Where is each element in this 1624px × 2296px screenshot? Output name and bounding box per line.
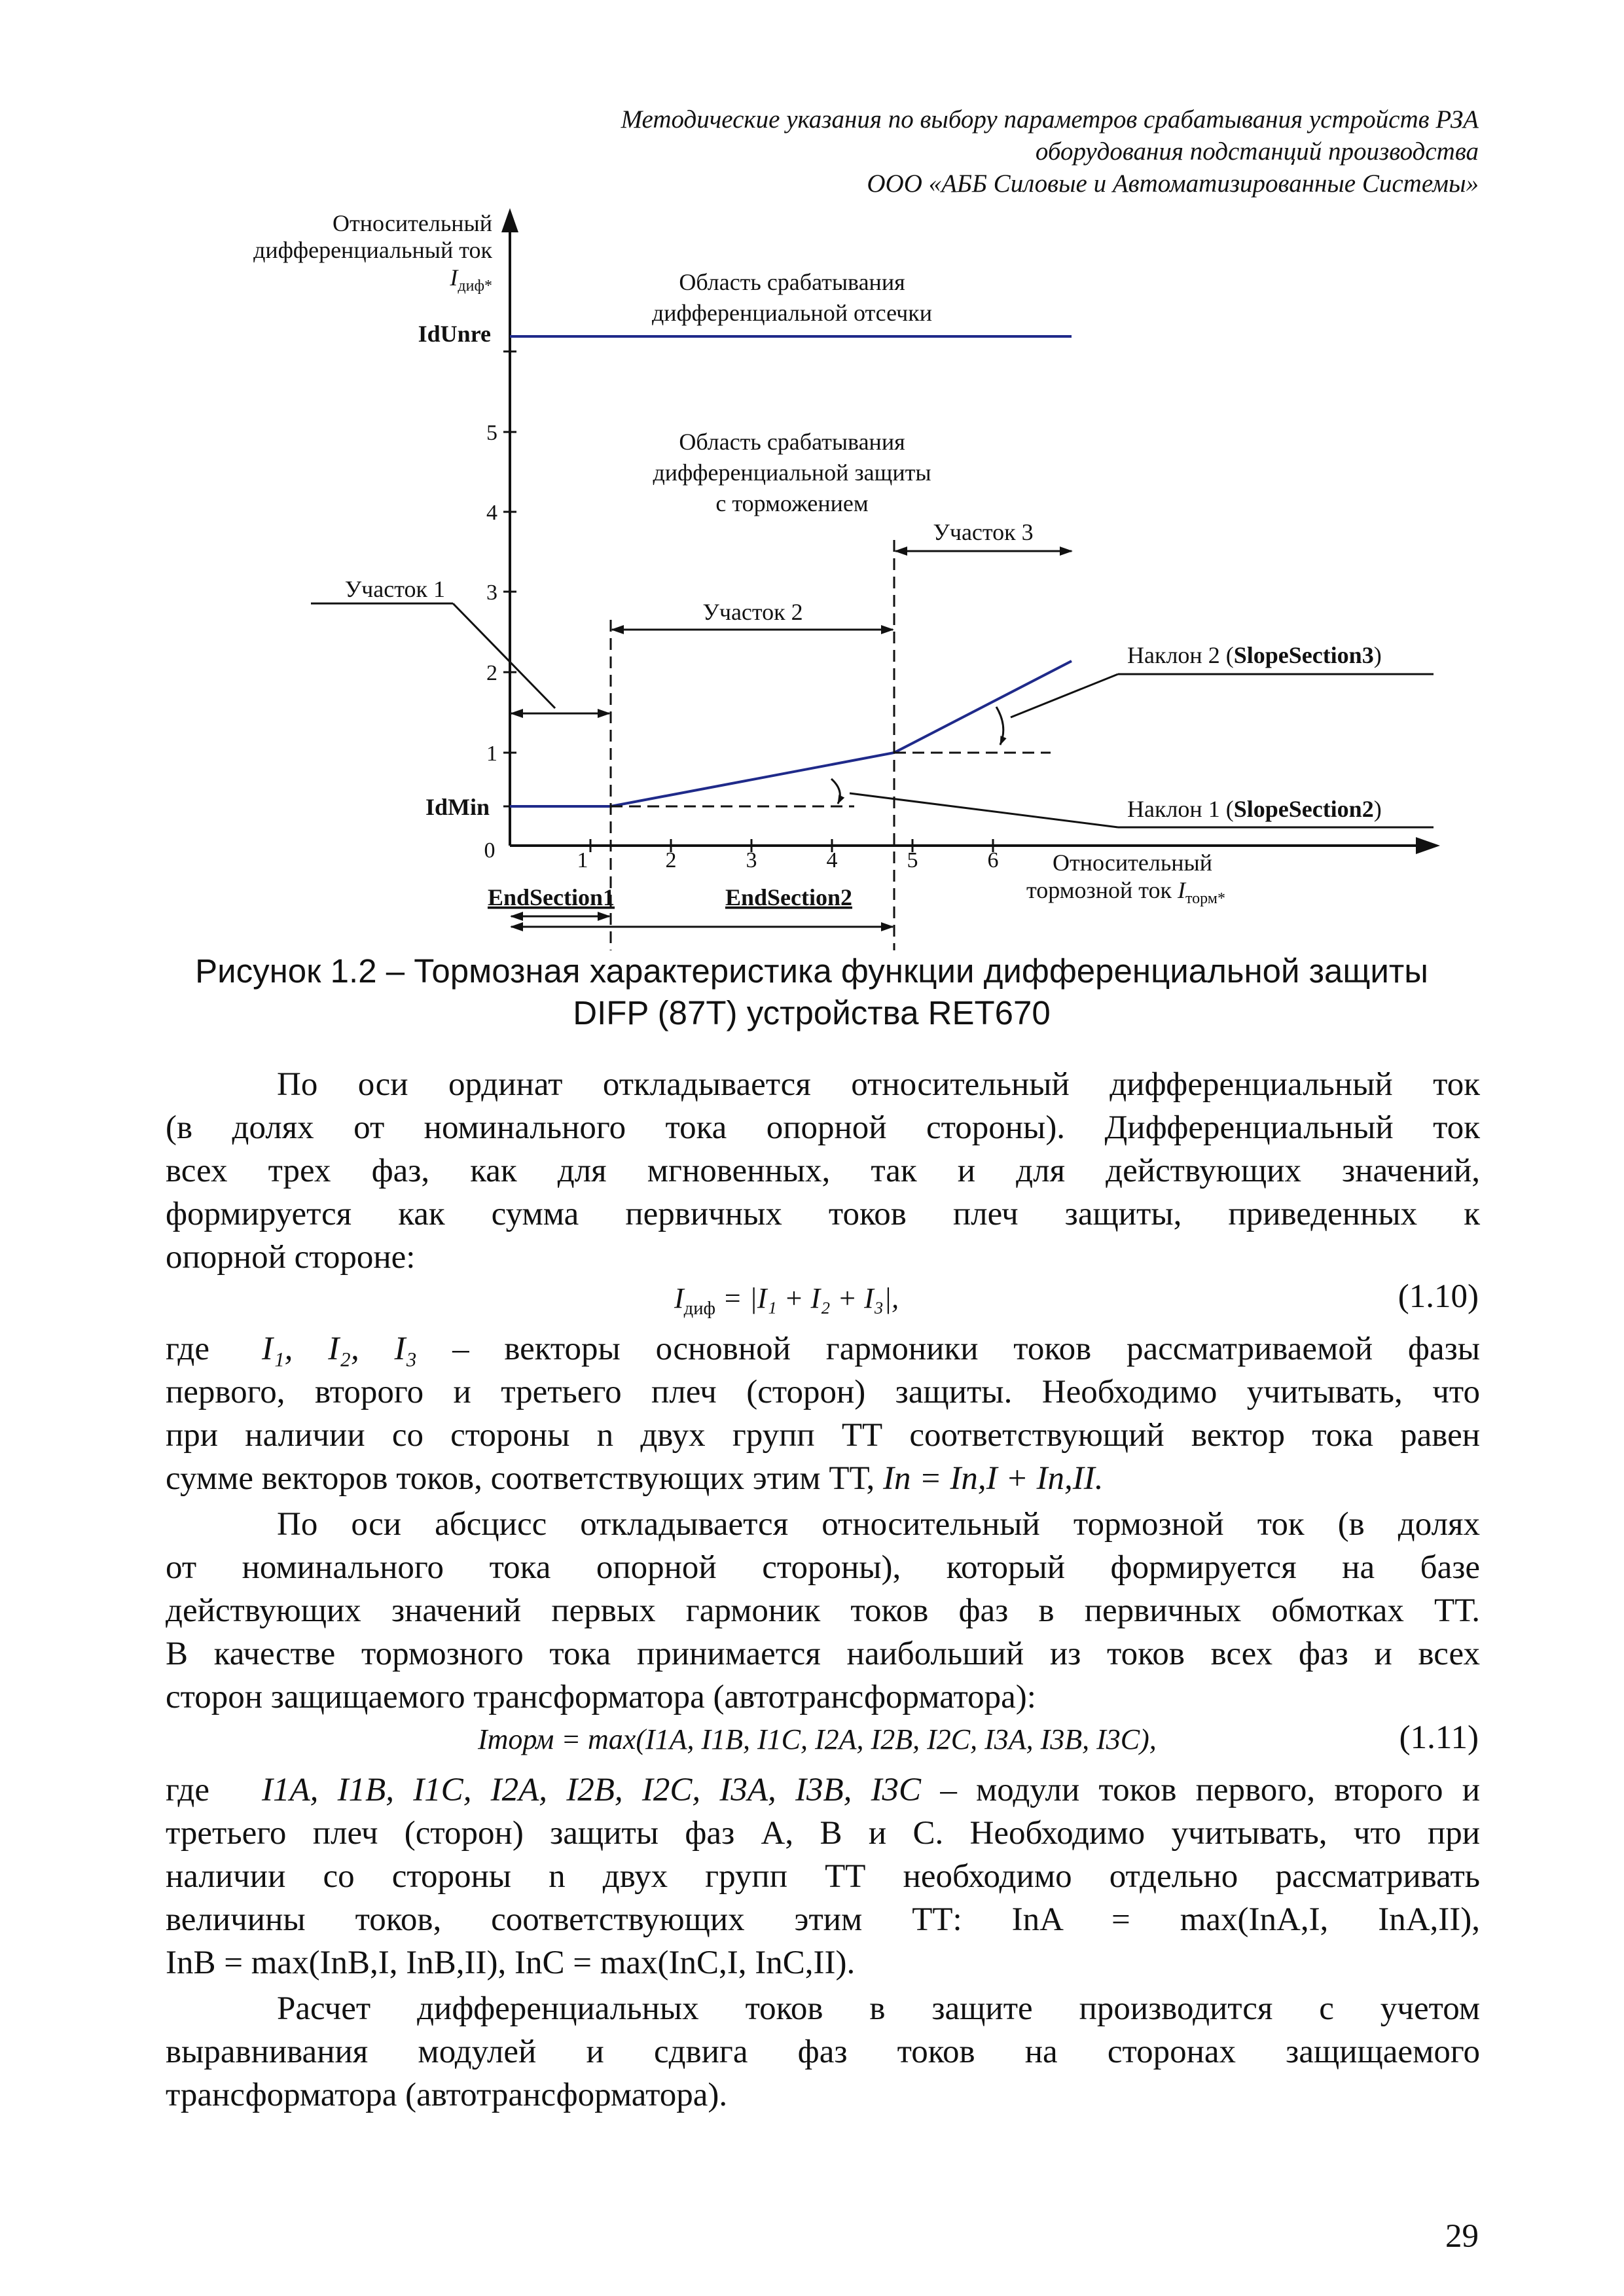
region-cutoff-line1: Область срабатывания (679, 269, 905, 295)
slope1-label: Наклон 1 (SlopeSection2) (1127, 796, 1382, 822)
paragraph-2 (166, 1327, 1480, 1500)
text-line: наличии со стороны n двух групп ТТ необходимо отдельно рассматривать (166, 1858, 1480, 1895)
origin-label: 0 (484, 838, 496, 863)
y-tick-label: 5 (486, 421, 497, 445)
slope2-leader (1011, 674, 1118, 717)
text-line: сторон защищаемого трансформатора (автотрансформатора): (166, 1679, 1036, 1715)
text-line: По оси ординат откладывается относительный дифференциальный ток (277, 1066, 1480, 1103)
y-axis-arrow (501, 208, 518, 232)
text-line: опорной стороне: (166, 1239, 416, 1276)
y-axis-symbol: $I_{диф*}$ (450, 264, 492, 295)
equation-1-11: Iторм = max(I1A, I1B, I1C, I2A, I2B, I2C, I3A, I3B, I3C), (478, 1723, 1157, 1755)
idunre-label: IdUnre (418, 321, 491, 347)
paragraph-1 (166, 1063, 1480, 1279)
x-tick-label: 4 (826, 848, 838, 872)
caption-line2: DIFP (87T) устройства RET670 (573, 994, 1051, 1031)
paragraph-4 (166, 1768, 1480, 1984)
text-line: сумме векторов токов, соответствующих этим ТТ, In = In,I + In,II. (166, 1460, 1104, 1497)
restrained-characteristic-line (510, 661, 1072, 806)
y-axis-title-line1: Относительный (333, 210, 492, 236)
section1-leader (453, 603, 555, 708)
slope1-angle-arc (831, 779, 840, 804)
slope1-leader (850, 793, 1118, 827)
text-line: InB = max(InB,I, InB,II), InC = max(InC,I, InC,II). (166, 1945, 856, 1981)
text-line: трансформатора (автотрансформатора). (166, 2077, 728, 2113)
slope2-label: Наклон 2 (SlopeSection3) (1127, 642, 1382, 668)
x-tick-label: 1 (577, 848, 588, 872)
equation-1-10: $I_{диф} = |I_1 + I_2 + I_3|$, (674, 1282, 899, 1319)
end-section1-label: EndSection1 (487, 884, 615, 910)
x-tick-label: 6 (987, 848, 999, 872)
text-line: величины токов, соответствующих этим ТТ: InA = max(InA,I, InA,II), (166, 1901, 1480, 1938)
equation-number-1-11: (1.11) (1399, 1719, 1479, 1756)
y-axis-title-line2: дифференциальный ток (253, 237, 492, 263)
x-tick-label: 5 (907, 848, 918, 872)
equation-number-1-10: (1.10) (1398, 1278, 1479, 1315)
page-number: 29 (1445, 2218, 1479, 2255)
text-line: (в долях от номинального тока опорной стороны). Дифференциальный ток (166, 1109, 1480, 1146)
paragraph-3 (166, 1503, 1480, 1719)
header-line-3: ООО «АББ Силовые и Автоматизированные Системы» (867, 170, 1479, 198)
y-tick-label: 1 (486, 742, 497, 766)
text-line: По оси абсцисс откладывается относительный тормозной ток (в долях (277, 1506, 1480, 1543)
text-line: всех трех фаз, как для мгновенных, так и для действующих значений, (166, 1153, 1480, 1189)
text-line: третьего плеч (сторон) защиты фаз А, В и С. Необходимо учитывать, что при (166, 1815, 1480, 1852)
caption-line1: Рисунок 1.2 – Тормозная характеристика функции дифференциальной защиты (195, 952, 1428, 990)
text-line: где I1A, I1B, I1C, I2A, I2B, I2C, I3A, I3B, I3C – модули токов первого, второго и (166, 1772, 1480, 1808)
slope2-angle-arc (996, 707, 1003, 745)
section3-label: Участок 3 (933, 519, 1034, 545)
y-tick-label: 4 (486, 501, 497, 525)
text-line: выравнивания модулей и сдвига фаз токов на сторонах защищаемого (166, 2034, 1480, 2070)
y-tick-label: 3 (486, 581, 497, 605)
header-line-1: Методические указания по выбору параметров срабатывания устройств РЗА (621, 105, 1479, 134)
text-line: при наличии со стороны n двух групп ТТ соответствующий вектор тока равен (166, 1417, 1480, 1454)
text-line: где I₁, I₂, I₃ – векторы основной гармоники токов рассматриваемой фазы (166, 1331, 1480, 1367)
x-tick-label: 3 (746, 848, 757, 872)
header-line-2: оборудования подстанций производства (1035, 137, 1479, 166)
section1-label: Участок 1 (344, 576, 445, 602)
text-line: формируется как сумма первичных токов плеч защиты, приведенных к (166, 1196, 1480, 1232)
paragraph-5 (166, 1987, 1480, 2117)
region-restrained-line2: дифференциальной защиты (653, 459, 931, 486)
text-line: от номинального тока опорной стороны), который формируется на базе (166, 1549, 1480, 1586)
region-restrained-line3: с торможением (715, 490, 869, 516)
text-line: В качестве тормозного тока принимается наибольший из токов всех фаз и всех (166, 1636, 1480, 1672)
region-cutoff-line2: дифференциальной отсечки (651, 300, 933, 326)
text-line: действующих значений первых гармоник токов фаз в первичных обмотках ТТ. (166, 1592, 1480, 1629)
text-line: Расчет дифференциальных токов в защите производится с учетом (277, 1990, 1480, 2027)
figure-caption (145, 950, 1478, 1034)
section2-label: Участок 2 (702, 599, 803, 625)
x-axis-title-line1: Относительный (1053, 850, 1212, 876)
region-restrained-line1: Область срабатывания (679, 429, 905, 455)
x-axis-arrow (1416, 837, 1440, 854)
text-line: первого, второго и третьего плеч (сторон) защиты. Необходимо учитывать, что (166, 1374, 1480, 1410)
end-section2-label: EndSection2 (725, 884, 853, 910)
x-tick-label: 2 (665, 848, 677, 872)
restraint-characteristic-figure (0, 0, 1624, 969)
x-axis-title-line2: тормозной ток $I_{торм*}$ (1026, 877, 1225, 907)
idmin-label: IdMin (425, 794, 490, 820)
y-tick-label: 2 (486, 661, 497, 685)
